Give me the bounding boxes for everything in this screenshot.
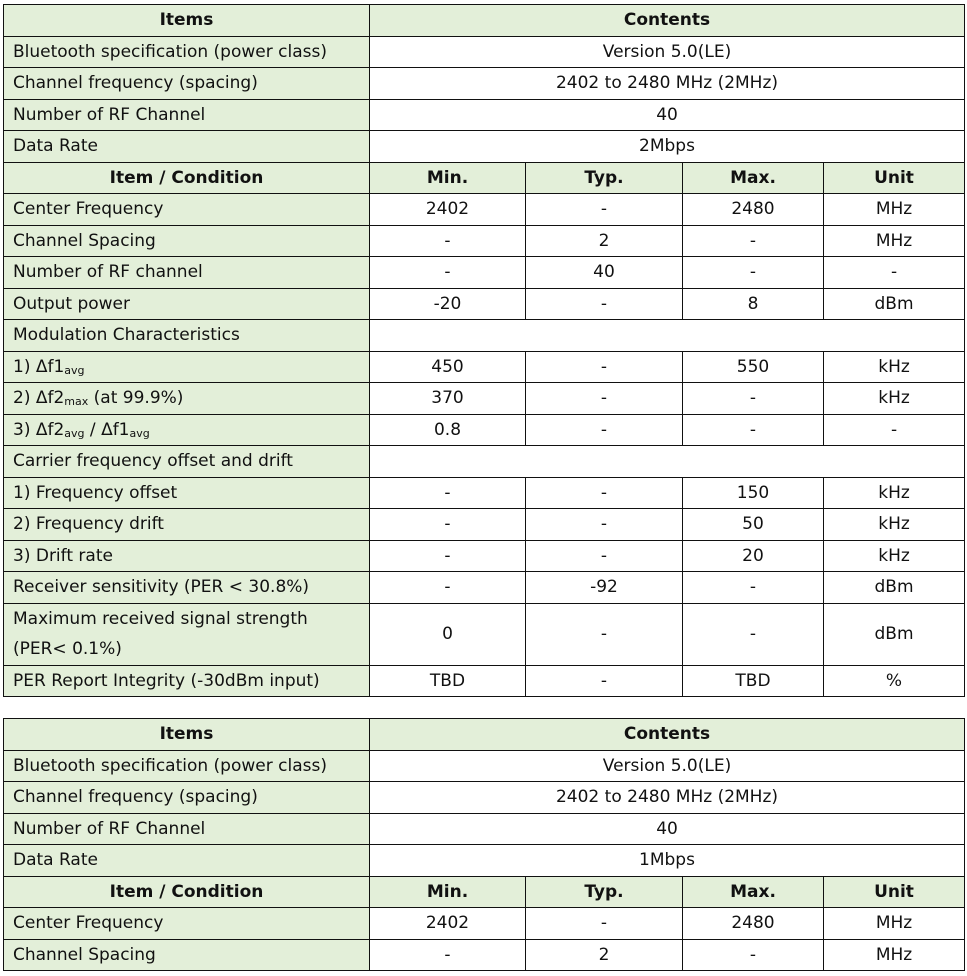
typ-value: - bbox=[526, 477, 683, 509]
label-text: 1) Δf1 bbox=[13, 356, 65, 377]
section-row bbox=[4, 446, 965, 478]
row-label: Center Frequency bbox=[4, 908, 370, 940]
contents-header: Contents bbox=[370, 5, 965, 37]
row-label: Channel Spacing bbox=[4, 939, 370, 971]
spec-table-2mbps bbox=[3, 4, 965, 697]
label-text: 3) Δf2 bbox=[13, 419, 65, 440]
spec-header-row bbox=[4, 876, 965, 908]
label-line-2: (PER< 0.1%) bbox=[13, 639, 122, 659]
table-row bbox=[4, 782, 965, 814]
items-header: Items bbox=[4, 719, 370, 751]
typ-value: 40 bbox=[526, 257, 683, 289]
table-row bbox=[4, 509, 965, 541]
label-subscript: avg bbox=[64, 363, 85, 377]
max-value: - bbox=[683, 414, 824, 446]
typ-value: - bbox=[526, 665, 683, 697]
typ-header: Typ. bbox=[526, 162, 683, 194]
max-value: TBD bbox=[683, 665, 824, 697]
row-label: Receiver sensitivity (PER < 30.8%) bbox=[4, 572, 370, 604]
row-label: 3) Drift rate bbox=[4, 540, 370, 572]
min-value: - bbox=[370, 225, 526, 257]
unit-value: dBm bbox=[824, 288, 965, 320]
label-text: 2) Δf2 bbox=[13, 388, 65, 409]
table-row bbox=[4, 603, 965, 665]
table-row bbox=[4, 36, 965, 68]
min-value: - bbox=[370, 939, 526, 971]
label-mid: / Δf1 bbox=[84, 419, 130, 440]
min-value: - bbox=[370, 540, 526, 572]
min-value: 370 bbox=[370, 383, 526, 415]
unit-value: MHz bbox=[824, 908, 965, 940]
table-row bbox=[4, 540, 965, 572]
unit-value: - bbox=[824, 257, 965, 289]
label-subscript: avg bbox=[129, 426, 150, 440]
unit-value: dBm bbox=[824, 603, 965, 665]
typ-value: - bbox=[526, 509, 683, 541]
row-value: Version 5.0(LE) bbox=[370, 36, 965, 68]
max-header: Max. bbox=[683, 162, 824, 194]
section-empty bbox=[370, 320, 965, 352]
typ-value: - bbox=[526, 383, 683, 415]
max-value: - bbox=[683, 572, 824, 604]
row-label: Data Rate bbox=[4, 845, 370, 877]
contents-header: Contents bbox=[370, 719, 965, 751]
table-row bbox=[4, 131, 965, 163]
table-row bbox=[4, 99, 965, 131]
min-value: - bbox=[370, 572, 526, 604]
max-value: 20 bbox=[683, 540, 824, 572]
row-label: Number of RF channel bbox=[4, 257, 370, 289]
label-subscript: avg bbox=[64, 426, 85, 440]
max-value: - bbox=[683, 939, 824, 971]
table-row bbox=[4, 414, 965, 446]
label-subscript: max bbox=[64, 395, 89, 409]
unit-value: MHz bbox=[824, 194, 965, 226]
table-header-row bbox=[4, 719, 965, 751]
typ-value: - bbox=[526, 908, 683, 940]
min-value: 450 bbox=[370, 351, 526, 383]
condition-header: Item / Condition bbox=[4, 876, 370, 908]
min-value: - bbox=[370, 257, 526, 289]
min-header: Min. bbox=[370, 876, 526, 908]
row-label: Bluetooth specification (power class) bbox=[4, 750, 370, 782]
min-value: - bbox=[370, 477, 526, 509]
max-value: - bbox=[683, 603, 824, 665]
unit-value: kHz bbox=[824, 540, 965, 572]
row-label: Number of RF Channel bbox=[4, 813, 370, 845]
row-value: 2Mbps bbox=[370, 131, 965, 163]
items-header: Items bbox=[4, 5, 370, 37]
typ-value: - bbox=[526, 603, 683, 665]
typ-value: - bbox=[526, 194, 683, 226]
row-label: Bluetooth specification (power class) bbox=[4, 36, 370, 68]
section-row bbox=[4, 320, 965, 352]
row-label: Channel Spacing bbox=[4, 225, 370, 257]
section-empty bbox=[370, 446, 965, 478]
max-value: 8 bbox=[683, 288, 824, 320]
table-row bbox=[4, 939, 965, 971]
table-row bbox=[4, 477, 965, 509]
typ-value: - bbox=[526, 288, 683, 320]
row-value: 40 bbox=[370, 813, 965, 845]
row-value: Version 5.0(LE) bbox=[370, 750, 965, 782]
table-row bbox=[4, 257, 965, 289]
section-label: Carrier frequency offset and drift bbox=[4, 446, 370, 478]
typ-value: 2 bbox=[526, 225, 683, 257]
typ-value: - bbox=[526, 351, 683, 383]
table-row bbox=[4, 572, 965, 604]
max-value: - bbox=[683, 383, 824, 415]
row-label bbox=[4, 383, 370, 415]
table-row bbox=[4, 845, 965, 877]
row-label bbox=[4, 351, 370, 383]
max-value: 2480 bbox=[683, 194, 824, 226]
row-label: 2) Frequency drift bbox=[4, 509, 370, 541]
table-header-row bbox=[4, 5, 965, 37]
typ-header: Typ. bbox=[526, 876, 683, 908]
row-label: Number of RF Channel bbox=[4, 99, 370, 131]
max-value: - bbox=[683, 225, 824, 257]
min-value: -20 bbox=[370, 288, 526, 320]
unit-value: kHz bbox=[824, 351, 965, 383]
min-header: Min. bbox=[370, 162, 526, 194]
max-value: 150 bbox=[683, 477, 824, 509]
row-label: 1) Frequency offset bbox=[4, 477, 370, 509]
table-row bbox=[4, 908, 965, 940]
spec-header-row bbox=[4, 162, 965, 194]
unit-value: kHz bbox=[824, 509, 965, 541]
table-row bbox=[4, 383, 965, 415]
max-value: 2480 bbox=[683, 908, 824, 940]
table-row bbox=[4, 68, 965, 100]
row-label: Output power bbox=[4, 288, 370, 320]
row-value: 2402 to 2480 MHz (2MHz) bbox=[370, 782, 965, 814]
typ-value: 2 bbox=[526, 939, 683, 971]
min-value: 0.8 bbox=[370, 414, 526, 446]
table-row bbox=[4, 288, 965, 320]
unit-value: % bbox=[824, 665, 965, 697]
max-header: Max. bbox=[683, 876, 824, 908]
row-label: Channel frequency (spacing) bbox=[4, 68, 370, 100]
min-value: 2402 bbox=[370, 194, 526, 226]
row-label: Data Rate bbox=[4, 131, 370, 163]
table-row bbox=[4, 665, 965, 697]
table-row bbox=[4, 813, 965, 845]
row-label: PER Report Integrity (-30dBm input) bbox=[4, 665, 370, 697]
typ-value: -92 bbox=[526, 572, 683, 604]
typ-value: - bbox=[526, 540, 683, 572]
unit-value: kHz bbox=[824, 383, 965, 415]
row-label bbox=[4, 603, 370, 665]
unit-value: - bbox=[824, 414, 965, 446]
section-label: Modulation Characteristics bbox=[4, 320, 370, 352]
table-row bbox=[4, 194, 965, 226]
unit-header: Unit bbox=[824, 162, 965, 194]
min-value: 0 bbox=[370, 603, 526, 665]
unit-value: kHz bbox=[824, 477, 965, 509]
row-label: Channel frequency (spacing) bbox=[4, 782, 370, 814]
row-value: 1Mbps bbox=[370, 845, 965, 877]
unit-value: dBm bbox=[824, 572, 965, 604]
label-suffix: (at 99.9%) bbox=[88, 388, 184, 409]
table-row bbox=[4, 351, 965, 383]
row-value: 40 bbox=[370, 99, 965, 131]
unit-value: MHz bbox=[824, 939, 965, 971]
spec-table-1mbps bbox=[3, 718, 965, 971]
min-value: TBD bbox=[370, 665, 526, 697]
max-value: 550 bbox=[683, 351, 824, 383]
row-value: 2402 to 2480 MHz (2MHz) bbox=[370, 68, 965, 100]
condition-header: Item / Condition bbox=[4, 162, 370, 194]
label-line-1: Maximum received signal strength bbox=[13, 609, 308, 629]
unit-header: Unit bbox=[824, 876, 965, 908]
row-label: Center Frequency bbox=[4, 194, 370, 226]
max-value: - bbox=[683, 257, 824, 289]
unit-value: MHz bbox=[824, 225, 965, 257]
typ-value: - bbox=[526, 414, 683, 446]
row-label bbox=[4, 414, 370, 446]
max-value: 50 bbox=[683, 509, 824, 541]
min-value: 2402 bbox=[370, 908, 526, 940]
table-row bbox=[4, 225, 965, 257]
min-value: - bbox=[370, 509, 526, 541]
table-row bbox=[4, 750, 965, 782]
